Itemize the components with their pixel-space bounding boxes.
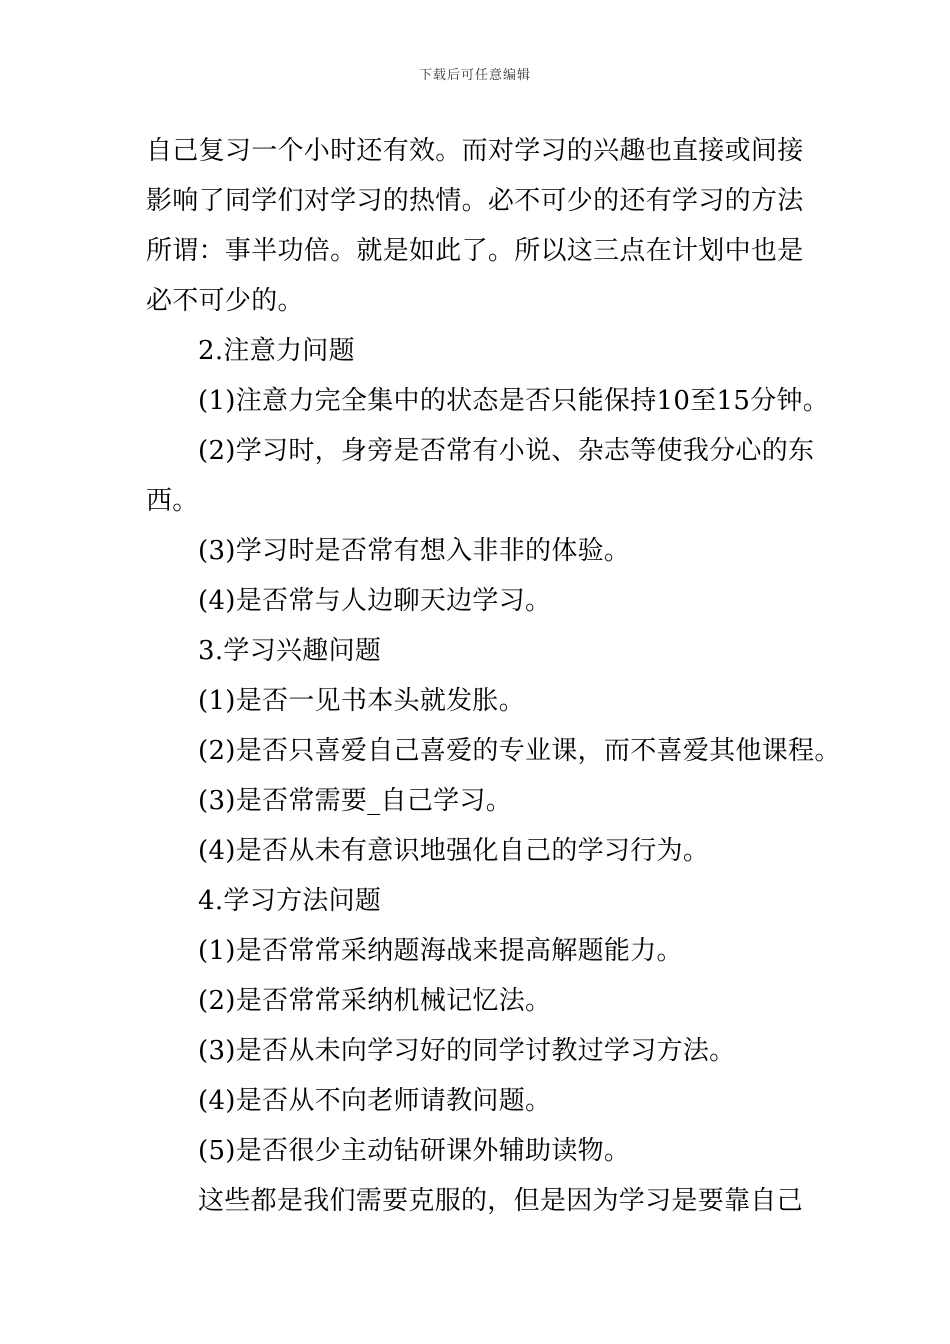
paragraph-line: 所谓：事半功倍。就是如此了。所以这三点在计划中也是 — [146, 236, 804, 266]
list-item: (1)注意力完全集中的状态是否只能保持10至15分钟。 — [198, 386, 830, 416]
paragraph-line: 这些都是我们需要克服的，但是因为学习是要靠自己 — [198, 1186, 803, 1216]
list-item: (4)是否常与人边聊天边学习。 — [198, 586, 552, 616]
list-item: (4)是否从未有意识地强化自己的学习行为。 — [198, 836, 710, 866]
section-heading: 4.学习方法问题 — [198, 886, 382, 916]
page-header: 下载后可任意编辑 — [418, 68, 531, 83]
list-item: (1)是否一见书本头就发胀。 — [198, 686, 526, 716]
section-heading: 3.学习兴趣问题 — [198, 636, 382, 666]
paragraph-line: 影响了同学们对学习的热情。必不可少的还有学习的方法 — [146, 186, 804, 216]
document-body — [146, 126, 841, 1226]
list-item: (2)是否只喜爱自己喜爱的专业课，而不喜爱其他课程。 — [198, 736, 841, 766]
list-item: (5)是否很少主动钻研课外辅助读物。 — [198, 1136, 631, 1166]
section-heading: 2.注意力问题 — [198, 336, 355, 366]
list-item: (3)是否常需要_自己学习。 — [198, 786, 513, 816]
paragraph-line: 自己复习一个小时还有效。而对学习的兴趣也直接或间接 — [146, 136, 804, 166]
list-item: (1)是否常常采纳题海战来提高解题能力。 — [198, 936, 683, 966]
list-item: (2)学习时，身旁是否常有小说、杂志等使我分心的东 — [198, 436, 815, 466]
paragraph-line: 必不可少的。 — [146, 286, 304, 316]
list-item: (3)学习时是否常有想入非非的体验。 — [198, 536, 631, 566]
list-item: (4)是否从不向老师请教问题。 — [198, 1086, 552, 1116]
list-item: (2)是否常常采纳机械记忆法。 — [198, 986, 552, 1016]
list-item-continuation: 西。 — [146, 486, 199, 516]
list-item: (3)是否从未向学习好的同学讨教过学习方法。 — [198, 1036, 736, 1066]
